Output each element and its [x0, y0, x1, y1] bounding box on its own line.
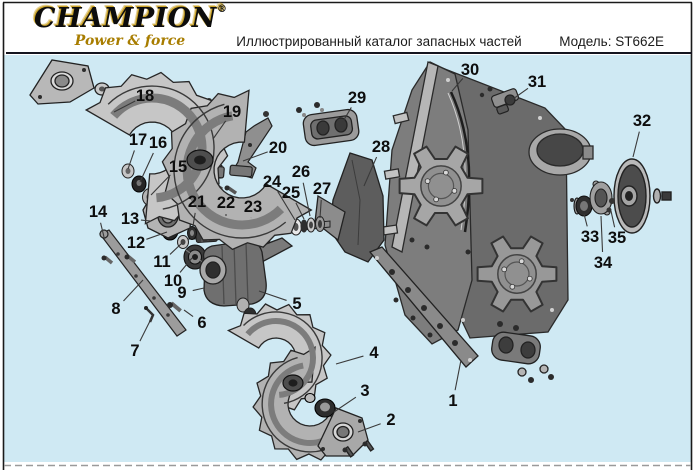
part-label-9: 9 — [177, 284, 187, 302]
part-label-30: 30 — [460, 61, 480, 79]
part-label-10: 10 — [163, 272, 183, 290]
part-17-washer — [122, 164, 134, 178]
part-label-1: 1 — [448, 392, 458, 410]
brand-tagline: Power & force — [74, 33, 186, 49]
part-label-33: 33 — [580, 228, 600, 246]
part-label-26: 26 — [291, 163, 311, 181]
part-label-2: 2 — [386, 411, 396, 429]
part-label-32: 32 — [632, 112, 652, 130]
part-27-washer — [316, 217, 325, 232]
part-label-35: 35 — [607, 229, 627, 247]
brand-text: CHAMPION — [34, 3, 217, 34]
catalog-title: Иллюстрированный каталог запасных частей — [236, 34, 522, 49]
part-label-7: 7 — [130, 342, 140, 360]
part-label-4: 4 — [369, 344, 379, 362]
champion-logo — [34, 5, 227, 32]
part-label-17: 17 — [128, 131, 148, 149]
part-label-28: 28 — [371, 138, 391, 156]
part-label-29: 29 — [347, 89, 367, 107]
part-label-23: 23 — [243, 198, 263, 216]
part-label-22: 22 — [216, 194, 236, 212]
registered-mark: ® — [216, 4, 228, 15]
part-label-19: 19 — [222, 103, 242, 121]
header-divider — [6, 52, 692, 54]
part-25-washer — [301, 220, 308, 233]
part-label-27: 27 — [312, 180, 332, 198]
part-label-3: 3 — [360, 382, 370, 400]
part-11-washer — [178, 236, 189, 249]
part-label-14: 14 — [88, 203, 108, 221]
part-label-8: 8 — [111, 300, 121, 318]
part-label-13: 13 — [120, 210, 140, 228]
part-33-bearing — [574, 196, 592, 216]
part-label-20: 20 — [268, 139, 288, 157]
part-label-12: 12 — [126, 234, 146, 252]
part-label-18: 18 — [135, 87, 155, 105]
part-label-5: 5 — [292, 295, 302, 313]
part-label-21: 21 — [187, 193, 207, 211]
part-label-6: 6 — [197, 314, 207, 332]
part-label-31: 31 — [527, 73, 547, 91]
part-label-16: 16 — [148, 134, 168, 152]
part-label-24: 24 — [262, 173, 282, 191]
part-label-25: 25 — [281, 184, 301, 202]
part-16-washer — [132, 176, 146, 192]
part-26-washer — [307, 218, 315, 232]
part-label-11: 11 — [153, 253, 171, 271]
part-label-34: 34 — [593, 254, 613, 272]
model-label: Модель: ST662E — [559, 34, 664, 49]
part-label-15: 15 — [168, 158, 188, 176]
header — [6, 4, 694, 54]
